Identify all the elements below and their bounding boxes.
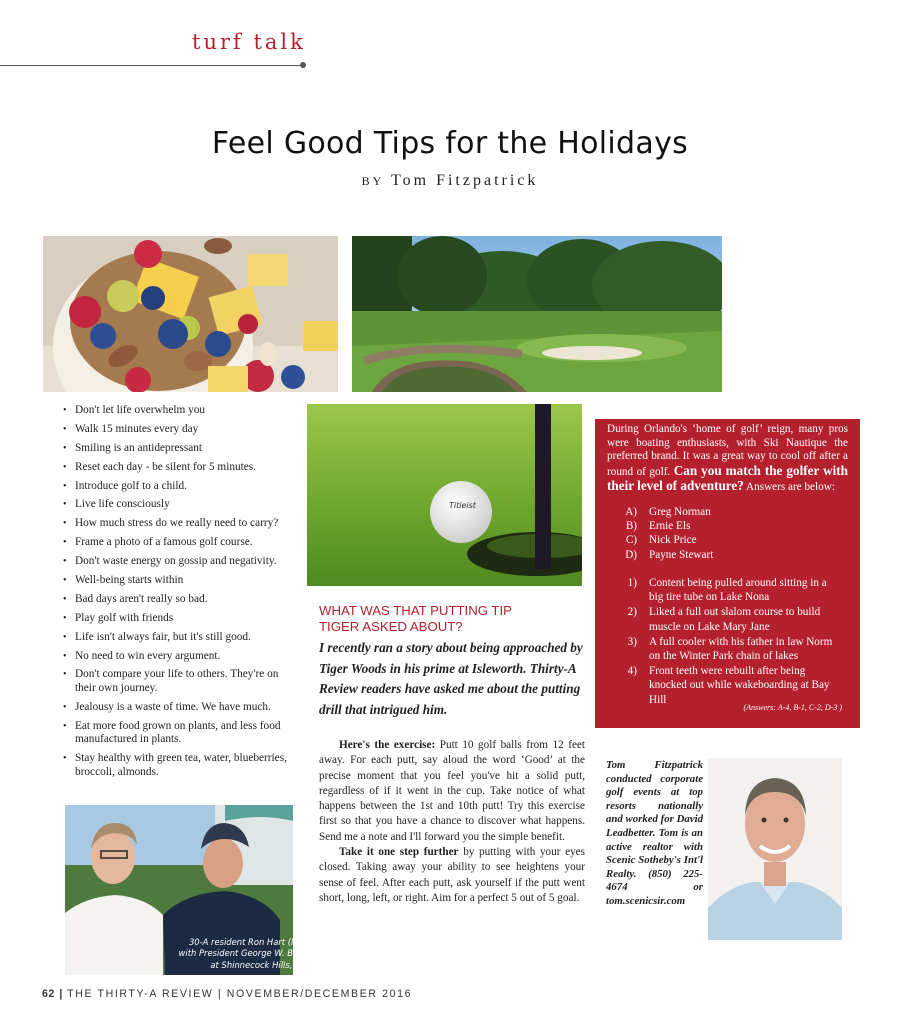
list-item: • Life isn't always fair, but it's still good. bbox=[60, 631, 300, 645]
paragraph-lead: Take it one step further bbox=[339, 846, 459, 859]
caption-line: at Shinnecock Hills, NY. bbox=[210, 959, 308, 970]
list-item: • No need to win every argument. bbox=[60, 650, 300, 664]
quiz-answers: (Answers: A-4, B-1, C-2, D-3 ) bbox=[743, 703, 842, 712]
list-key: 3) bbox=[627, 635, 637, 648]
author-bio: Tom Fitzpatrick conducted corporate golf events at top resorts nationally and worked for David Leadbetter. Tom is an active realtor with Scenic Sotheby's Int'l Realty. (850) 225-4674 or tom.scenicsir.com bbox=[606, 759, 703, 907]
caption-line: 30-A resident Ron Hart (left) bbox=[188, 937, 308, 947]
list-item: • Bad days aren't really so bad. bbox=[60, 593, 300, 607]
golfer-name: Ernie Els bbox=[649, 520, 691, 533]
quiz-intro-text: During Orlando's ‘home of golf’ reign, many pros were boating enthusiasts, with Ski Nautique the preferred brand. It was a great way to cool off after a round of golf. bbox=[607, 423, 848, 478]
footer-separator: | bbox=[59, 988, 63, 1000]
list-item bbox=[607, 635, 843, 663]
paragraph-text: by putting with your eyes closed. Taking away your ability to see heightens your sense of feel. After each putt, ask yourself if the putt went short, long, left, or right. Aim for a perfect 5 out of 5 goal. bbox=[319, 846, 585, 904]
paragraph-text: Putt 10 golf balls from 12 feet away. For each putt, say aloud the word ‘Good’ at the precise moment that you feel you've hit a solid putt, regardless of if it went in the cup. Take notice of what happens between the 1st and 10th putt! Try this exercise first so that you have a chance to discover what happens. Send me a note and I'll forward you the simple benefit. bbox=[319, 739, 585, 843]
footer-separator: | bbox=[217, 988, 223, 1000]
list-item bbox=[607, 548, 848, 562]
list-item bbox=[607, 519, 848, 533]
byline-prefix: BY bbox=[361, 174, 385, 188]
list-item: • Reset each day - be silent for 5 minutes. bbox=[60, 461, 300, 475]
list-item: • Introduce golf to a child. bbox=[60, 480, 300, 494]
golf-ball-photo bbox=[307, 404, 582, 586]
adventure-text: A full cooler with his father in law Norm on the Winter Park chain of lakes bbox=[649, 635, 833, 663]
list-item: • Jealousy is a waste of time. We have much. bbox=[60, 701, 300, 715]
list-item: • How much stress do we really need to carry? bbox=[60, 517, 300, 531]
section-label: turf talk bbox=[192, 30, 306, 54]
list-item bbox=[607, 533, 848, 547]
paragraph bbox=[319, 845, 585, 906]
list-item bbox=[607, 576, 843, 604]
quiz-intro-tail: Answers are below: bbox=[746, 481, 835, 494]
issue-date: NOVEMBER/DECEMBER 2016 bbox=[226, 988, 413, 1000]
adventure-text: Content being pulled around sitting in a big tire tube on Lake Nona bbox=[649, 577, 827, 604]
list-item bbox=[607, 605, 843, 633]
byline bbox=[0, 172, 900, 190]
list-item bbox=[607, 664, 843, 707]
golfer-name: Nick Price bbox=[649, 534, 697, 547]
byline-author: Tom Fitzpatrick bbox=[390, 172, 539, 189]
golfer-quiz-box bbox=[595, 419, 860, 728]
photo-caption bbox=[140, 937, 308, 971]
list-item: • Stay healthy with green tea, water, blueberries, broccoli, almonds. bbox=[60, 752, 300, 779]
page-number: 62 bbox=[42, 988, 55, 1000]
adventure-text: Liked a full out slalom course to build muscle on Lake Mary Jane bbox=[649, 606, 821, 633]
putting-tip-lead: I recently ran a story about being approached by Tiger Woods in his prime at Isleworth. Thirty-A Review readers have asked me about the putting drill that intrigued him. bbox=[319, 640, 583, 717]
golfer-name: Payne Stewart bbox=[649, 548, 714, 561]
list-key: C) bbox=[625, 534, 637, 547]
golf-course-photo bbox=[352, 236, 722, 392]
adventure-text: Front teeth were rebuilt after being knocked out while wakeboarding at Bay Hill bbox=[649, 665, 830, 706]
putting-tip-heading bbox=[319, 603, 589, 635]
list-key: 1) bbox=[627, 577, 637, 589]
putting-tip-body bbox=[319, 738, 585, 906]
list-key: A) bbox=[625, 506, 637, 518]
list-item: • Well-being starts within bbox=[60, 574, 300, 588]
author-portrait bbox=[708, 758, 842, 940]
putting-tip-heading-line1: WHAT WAS THAT PUTTING TIP bbox=[319, 603, 512, 618]
list-item: • Don't waste energy on gossip and negativity. bbox=[60, 555, 300, 569]
list-item bbox=[607, 505, 848, 519]
golfer-list bbox=[607, 505, 848, 562]
list-item: • Frame a photo of a famous golf course. bbox=[60, 536, 300, 550]
adventure-list bbox=[607, 576, 843, 707]
quiz-question: Can you match the golfer with their level of adventure? bbox=[607, 462, 848, 494]
paragraph bbox=[319, 738, 585, 845]
list-item: • Walk 15 minutes every day bbox=[60, 423, 300, 437]
list-item: • Live life consciously bbox=[60, 498, 300, 512]
list-item: • Smiling is an antidepressant bbox=[60, 442, 300, 456]
svg-text:Titleist: Titleist bbox=[449, 501, 476, 510]
list-item: • Play golf with friends bbox=[60, 612, 300, 626]
caption-line: with President George W. Bush bbox=[178, 948, 308, 959]
tips-list bbox=[60, 404, 300, 785]
list-key: D) bbox=[625, 548, 637, 561]
page-footer bbox=[42, 988, 412, 1000]
quiz-intro bbox=[607, 423, 848, 495]
list-item: • Don't let life overwhelm you bbox=[60, 404, 300, 418]
article-title: Feel Good Tips for the Holidays bbox=[211, 126, 689, 161]
list-item: • Don't compare your life to others. They're on their own journey. bbox=[60, 668, 300, 695]
paragraph-lead: Here's the exercise: bbox=[339, 739, 436, 751]
list-item: • Eat more food grown on plants, and less food manufactured in plants. bbox=[60, 720, 300, 747]
publication-name: THE THIRTY-A REVIEW bbox=[67, 988, 214, 1000]
golfer-name: Greg Norman bbox=[649, 506, 711, 518]
list-key: 4) bbox=[627, 665, 637, 678]
list-key: 2) bbox=[627, 606, 637, 619]
section-divider bbox=[0, 65, 305, 66]
list-key: B) bbox=[625, 520, 637, 533]
divider-dot bbox=[300, 62, 306, 68]
putting-tip-heading-line2: TIGER ASKED ABOUT? bbox=[319, 619, 463, 634]
fruit-bowl-photo bbox=[43, 236, 338, 392]
